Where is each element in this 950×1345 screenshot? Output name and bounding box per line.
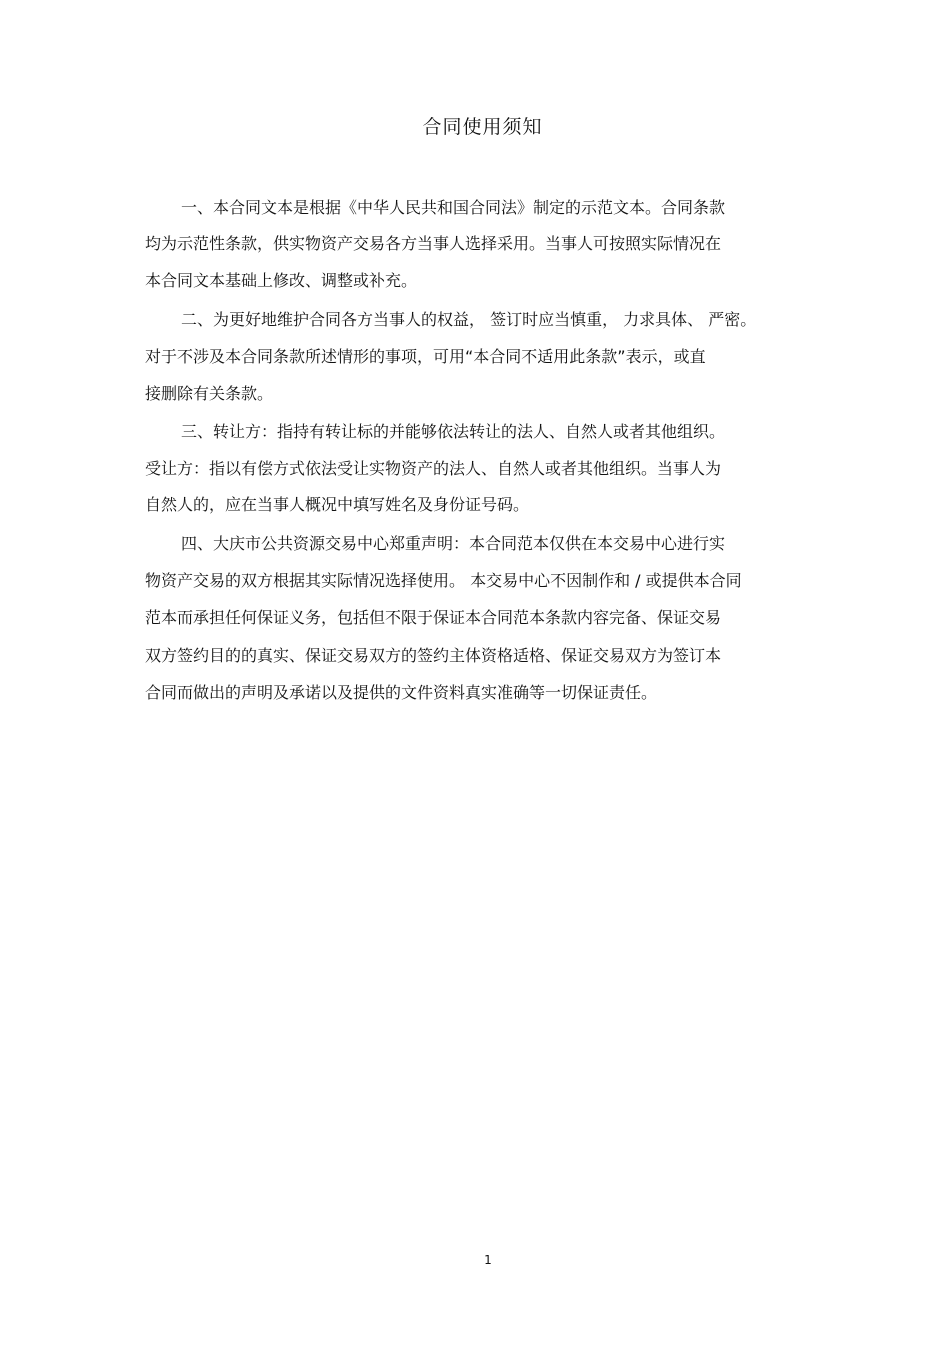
clause-4-line-3: 范本而承担任何保证义务，包括但不限于保证本合同范本条款内容完备、保证交易 [145, 608, 722, 627]
clause-1-line-1: 一、本合同文本是根据《中华人民共和国合同法》制定的示范文本。合同条款 [181, 198, 726, 217]
page-number: 1 [484, 1253, 492, 1267]
clause-2-line-1: 二、为更好地维护合同各方当事人的权益， 签订时应当慎重， 力求具体、 严密。 [181, 310, 757, 329]
clause-1-line-2: 均为示范性条款，供实物资产交易各方当事人选择采用。当事人可按照实际情况在 [145, 234, 722, 253]
clause-3-line-1: 三、转让方：指持有转让标的并能够依法转让的法人、自然人或者其他组织。 [181, 422, 726, 441]
document-title: 合同使用须知 [422, 116, 543, 138]
clause-4-line-4: 双方签约目的的真实、保证交易双方的签约主体资格适格、保证交易双方为签订本 [145, 646, 722, 665]
clause-4-line-1: 四、大庆市公共资源交易中心郑重声明：本合同范本仅供在本交易中心进行实 [181, 534, 726, 553]
clause-2-line-3: 接删除有关条款。 [145, 384, 274, 403]
clause-3-line-3: 自然人的，应在当事人概况中填写姓名及身份证号码。 [145, 495, 530, 514]
clause-3-line-2: 受让方：指以有偿方式依法受让实物资产的法人、自然人或者其他组织。当事人为 [145, 459, 722, 478]
clause-4-line-2: 物资产交易的双方根据其实际情况选择使用。 本交易中心不因制作和 / 或提供本合同 [145, 571, 742, 590]
clause-1-line-3: 本合同文本基础上修改、调整或补充。 [145, 271, 418, 290]
clause-2-line-2: 对于不涉及本合同条款所述情形的事项，可用“本合同不适用此条款”表示，或直 [145, 347, 706, 366]
clause-4-line-5: 合同而做出的声明及承诺以及提供的文件资料真实准确等一切保证责任。 [145, 683, 658, 702]
